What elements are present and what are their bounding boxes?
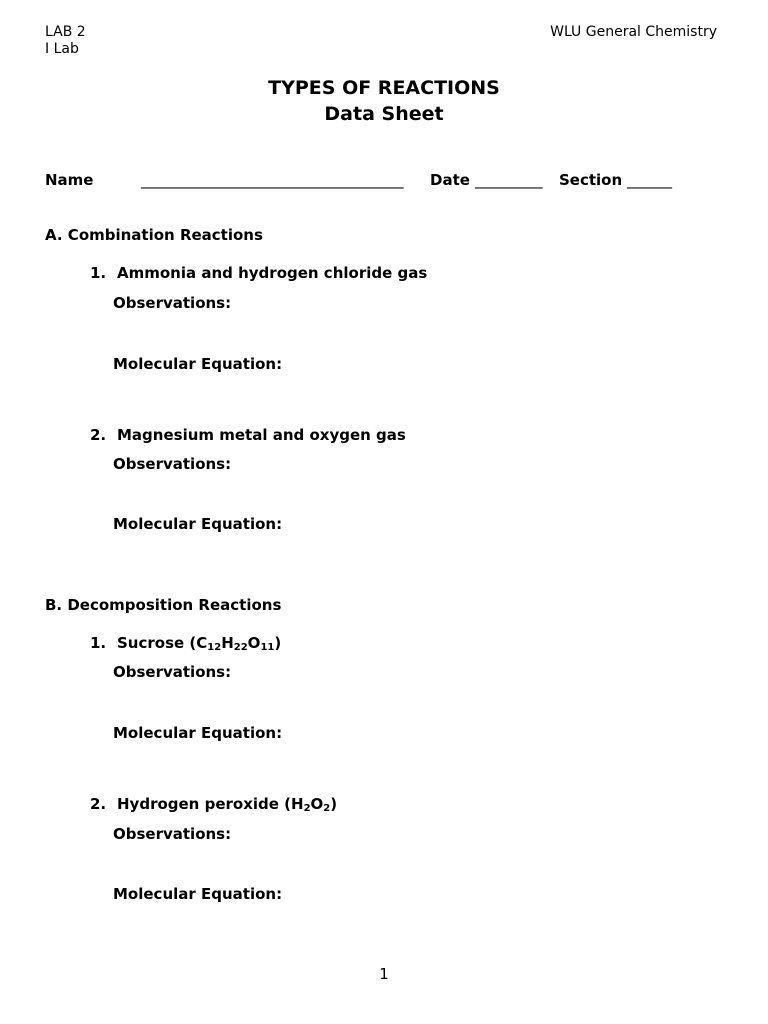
subscript: 2 [303,803,311,814]
peroxide-prefix: Hydrogen peroxide (H [117,795,304,813]
item-sucrose [117,634,281,652]
molecular-equation-label: Molecular Equation: [113,515,283,533]
lab-number: LAB 2 [45,24,86,40]
observations-label: Observations: [113,825,232,843]
course-name: WLU General Chemistry [550,24,717,40]
item-magnesium-oxygen: Magnesium metal and oxygen gas [117,426,406,444]
item-number: 1. [90,634,107,652]
section-blank[interactable]: ______ [627,171,672,189]
date-blank[interactable]: _________ [475,171,543,189]
item-ammonia-hcl: Ammonia and hydrogen chloride gas [117,264,428,282]
molecular-equation-label: Molecular Equation: [113,885,283,903]
lab-type: I Lab [45,41,79,57]
section-b-heading: B. Decomposition Reactions [45,596,282,614]
item-number: 2. [90,426,107,444]
peroxide-suffix: ) [330,795,338,813]
element-o: O [247,634,261,652]
observations-label: Observations: [113,455,232,473]
sucrose-suffix: ) [274,634,282,652]
molecular-equation-label: Molecular Equation: [113,355,283,373]
observations-label: Observations: [113,294,232,312]
sucrose-prefix: Sucrose (C [117,634,208,652]
date-label: Date [430,171,470,189]
observations-label: Observations: [113,663,232,681]
item-number: 2. [90,795,107,813]
page-subtitle: Data Sheet [324,103,444,125]
item-number: 1. [90,264,107,282]
section-label: Section [559,171,623,189]
subscript: 12 [207,642,222,653]
element-h: H [221,634,234,652]
page-title: TYPES OF REACTIONS [268,77,500,99]
element-o: O [310,795,324,813]
name-blank[interactable]: ___________________________________ [141,171,404,189]
name-label: Name [45,171,94,189]
subscript: 22 [233,642,248,653]
page-number: 1 [379,965,389,983]
subscript: 2 [323,803,331,814]
subscript: 11 [260,642,275,653]
item-hydrogen-peroxide [117,795,337,813]
molecular-equation-label: Molecular Equation: [113,724,283,742]
section-a-heading: A. Combination Reactions [45,226,263,244]
